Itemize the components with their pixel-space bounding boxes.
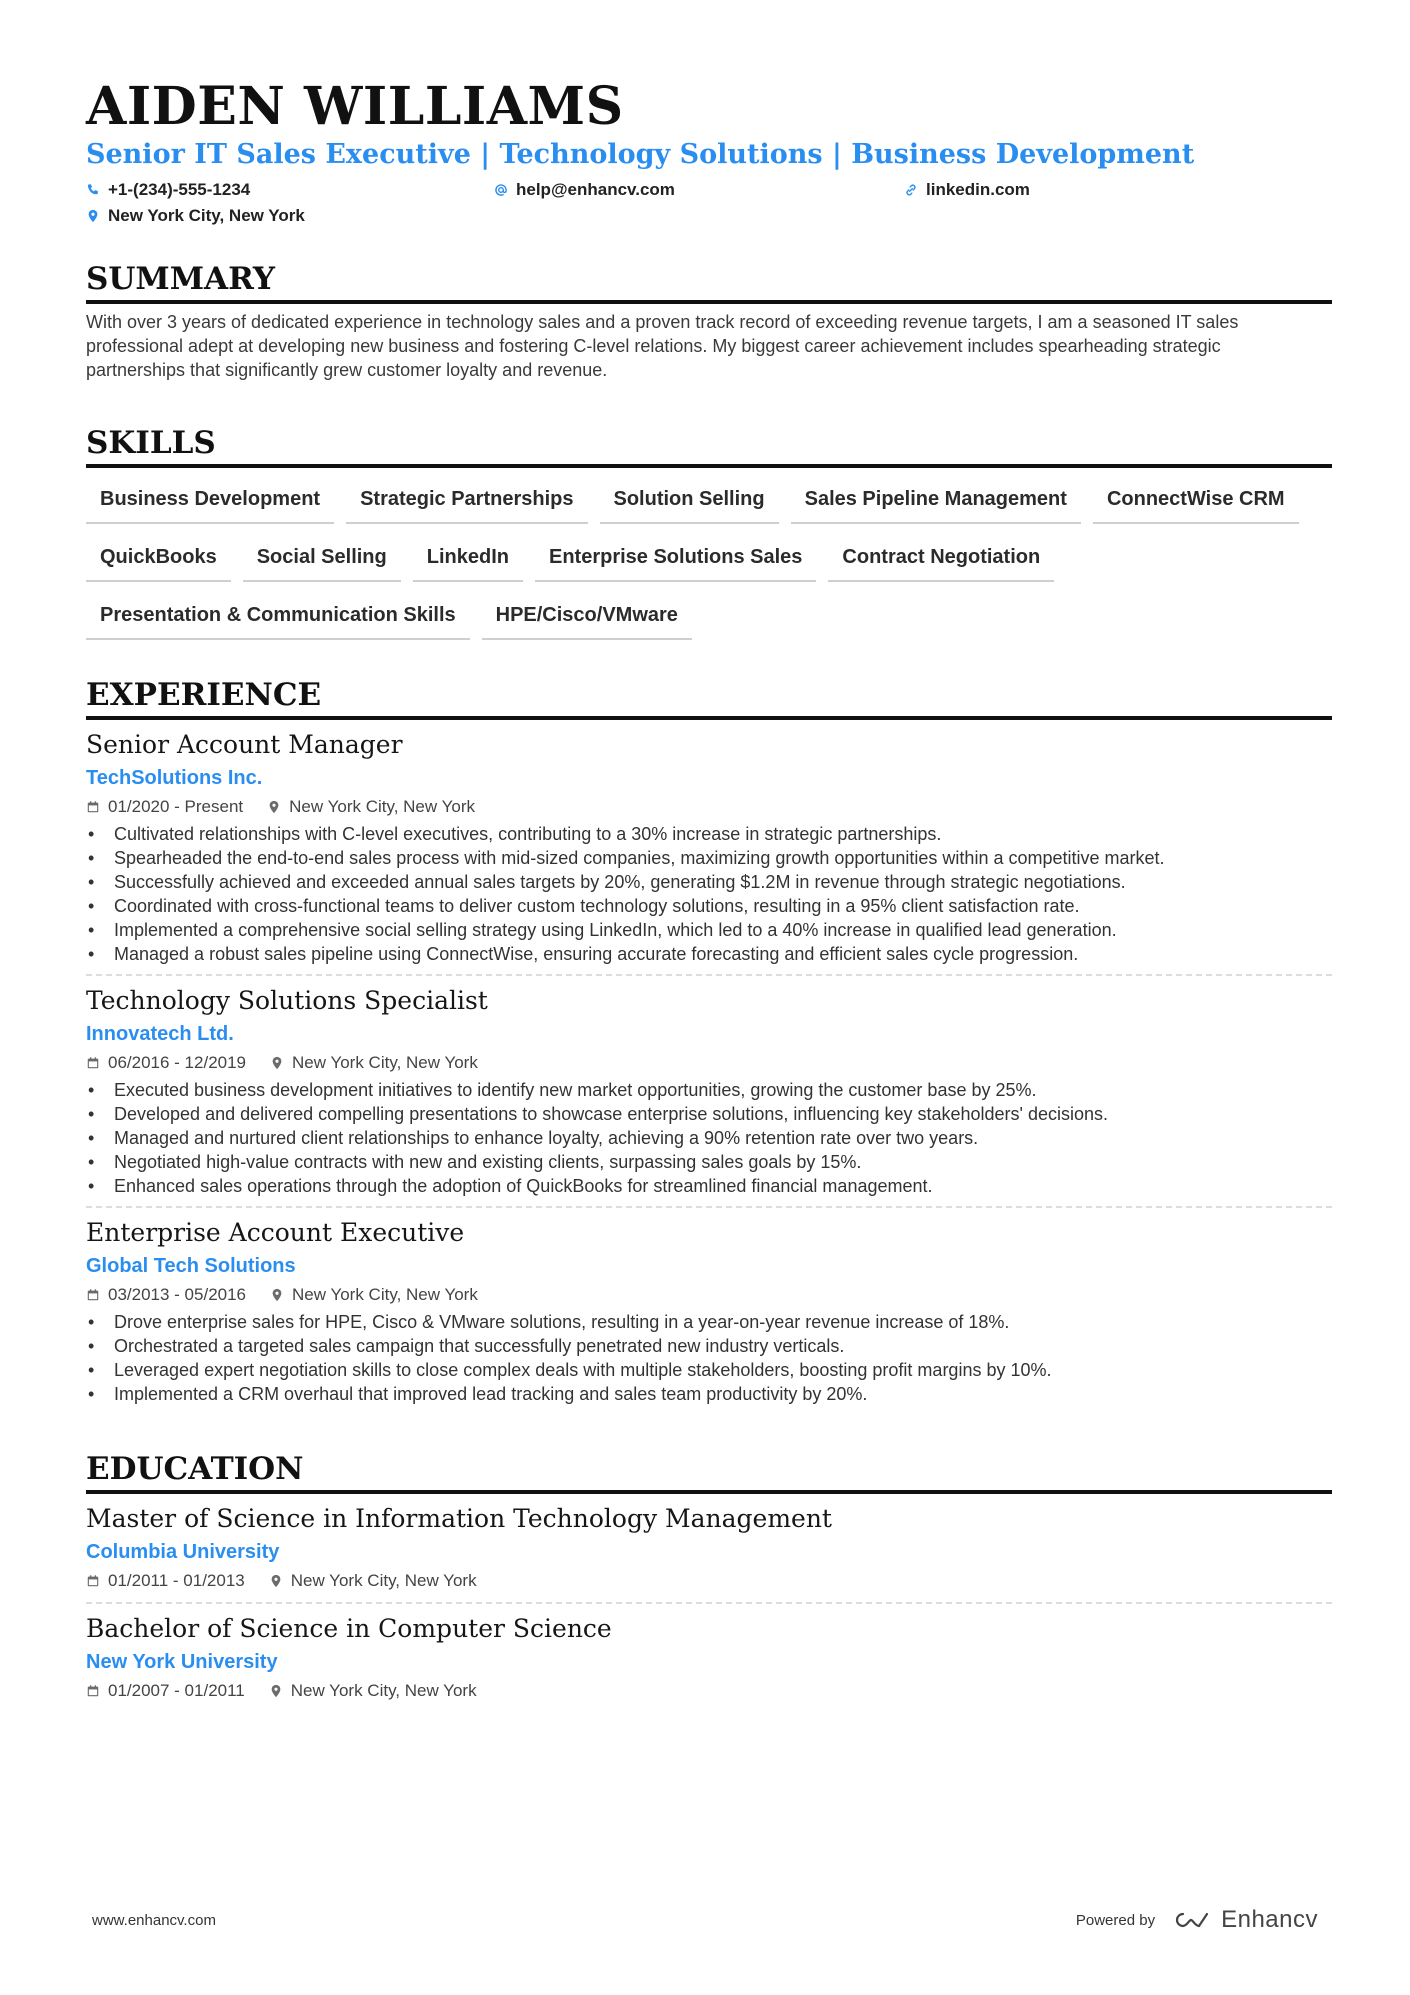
skill-tag: ConnectWise CRM	[1093, 478, 1299, 524]
degree-title: Bachelor of Science in Computer Science	[86, 1614, 612, 1643]
skill-tag: Strategic Partnerships	[346, 478, 587, 524]
contact-phone[interactable]	[86, 180, 250, 200]
job-dates	[86, 1282, 246, 1308]
bullet-item: • Orchestrated a targeted sales campaign that successfully penetrated new industry verticals.	[86, 1334, 1332, 1358]
dates-text: 06/2016 - 12/2019	[108, 1053, 247, 1072]
job-title: Enterprise Account Executive	[86, 1218, 465, 1247]
enhancv-logo-icon	[1169, 1908, 1213, 1932]
experience-section	[86, 676, 1332, 1414]
bullet-item: • Negotiated high-value contracts with new and existing clients, surpassing sales goals by 15%.	[86, 1150, 1332, 1174]
job-title: Senior Account Manager	[86, 730, 403, 759]
education-dates	[86, 1678, 245, 1704]
job-dates	[86, 794, 243, 820]
bullet-item: • Drove enterprise sales for HPE, Cisco & VMware solutions, resulting in a year-on-year revenue increase of 18%.	[86, 1310, 1332, 1334]
job-location	[270, 1282, 478, 1308]
degree-title: Master of Science in Information Technology Management	[86, 1504, 832, 1533]
experience-entry	[86, 974, 1332, 1206]
bullet-item: • Developed and delivered compelling presentations to showcase enterprise solutions, influencing key stakeholders' decisions.	[86, 1102, 1332, 1126]
company-name: TechSolutions Inc.	[86, 767, 263, 789]
location-text: New York City, New York	[292, 1053, 478, 1072]
bullet-item: • Implemented a CRM overhaul that improved lead tracking and sales team productivity by 20%.	[86, 1382, 1332, 1406]
summary-text: With over 3 years of dedicated experience in technology sales and a proven track record of exceeding revenue targets, I am a seasoned IT sales professional adept at developing new business and fostering C-level relations. My biggest career achievement includes spearheading strategic partnerships that significantly grew customer loyalty and revenue.	[86, 312, 1239, 380]
candidate-headline: Senior IT Sales Executive | Technology Solutions | Business Development	[86, 139, 1195, 170]
email-text: help@enhancv.com	[516, 180, 675, 199]
dates-text: 03/2013 - 05/2016	[108, 1285, 247, 1304]
school-name: Columbia University	[86, 1541, 280, 1563]
job-location	[270, 1050, 478, 1076]
location-text: New York City, New York	[108, 206, 305, 225]
contact-info	[86, 176, 1332, 232]
footer-website-link[interactable]: www.enhancv.com	[92, 1911, 216, 1929]
bullet-item: • Spearheaded the end-to-end sales process with mid-sized companies, maximizing growth opportunities within a competitive market.	[86, 846, 1332, 870]
link-icon	[904, 183, 918, 197]
powered-by-label: Powered by	[1075, 1911, 1156, 1929]
education-section	[86, 1450, 1332, 1712]
education-entry	[86, 1602, 1332, 1712]
contact-email[interactable]	[494, 180, 675, 200]
bullet-item: • Managed a robust sales pipeline using ConnectWise, ensuring accurate forecasting and efficient sales cycle progression.	[86, 942, 1332, 966]
skill-tag: Social Selling	[243, 536, 401, 582]
location-pin-icon	[270, 1288, 284, 1302]
bullet-item: • Executed business development initiatives to identify new market opportunities, growing the customer base by 25%.	[86, 1078, 1332, 1102]
calendar-icon	[86, 800, 100, 814]
skill-tag: Sales Pipeline Management	[791, 478, 1081, 524]
powered-by[interactable]	[1076, 1906, 1318, 1934]
bullet-item: • Leveraged expert negotiation skills to close complex deals with multiple stakeholders, boosting profit margins by 10%.	[86, 1358, 1332, 1382]
job-bullets	[86, 1310, 1332, 1406]
job-meta	[86, 1282, 1332, 1308]
location-text: New York City, New York	[290, 1571, 477, 1590]
experience-entry	[86, 1206, 1332, 1414]
bullet-item: • Enhanced sales operations through the adoption of QuickBooks for streamlined financial management.	[86, 1174, 1332, 1198]
dates-text: 01/2011 - 01/2013	[108, 1571, 245, 1590]
contact-linkedin[interactable]	[904, 180, 1030, 200]
location-text: New York City, New York	[289, 797, 475, 816]
candidate-name: AIDEN WILLIAMS	[86, 76, 624, 137]
education-entry	[86, 1494, 1332, 1602]
skill-tag: Business Development	[86, 478, 334, 524]
calendar-icon	[86, 1574, 100, 1588]
bullet-item: • Successfully achieved and exceeded annual sales targets by 20%, generating $1.2M in revenue through strategic negotiations.	[86, 870, 1332, 894]
page-footer	[92, 1906, 1318, 1934]
skill-tag: Contract Negotiation	[828, 536, 1054, 582]
contact-location	[86, 206, 305, 226]
phone-text: +1-(234)-555-1234	[108, 180, 251, 199]
skills-list	[86, 478, 1332, 640]
location-pin-icon	[270, 1056, 284, 1070]
bullet-item: • Coordinated with cross-functional teams to deliver custom technology solutions, resulting in a 95% client satisfaction rate.	[86, 894, 1332, 918]
education-heading: EDUCATION	[86, 1450, 1332, 1494]
calendar-icon	[86, 1684, 100, 1698]
company-name: Global Tech Solutions	[86, 1255, 296, 1277]
bullet-item: • Managed and nurtured client relationships to enhance loyalty, achieving a 90% retention rate over two years.	[86, 1126, 1332, 1150]
linkedin-text: linkedin.com	[926, 180, 1030, 199]
skill-tag: QuickBooks	[86, 536, 231, 582]
skills-heading: SKILLS	[86, 424, 1332, 468]
resume-header	[86, 78, 1332, 232]
job-meta	[86, 1050, 1332, 1076]
experience-entry	[86, 720, 1332, 974]
location-pin-icon	[269, 1574, 283, 1588]
at-icon	[494, 183, 508, 197]
skill-tag: Enterprise Solutions Sales	[535, 536, 816, 582]
dates-text: 01/2020 - Present	[108, 797, 244, 816]
skills-section	[86, 424, 1332, 640]
summary-heading: SUMMARY	[86, 260, 1332, 304]
job-bullets	[86, 822, 1332, 966]
location-pin-icon	[86, 209, 100, 223]
summary-section	[86, 260, 1332, 382]
education-location	[269, 1678, 477, 1704]
calendar-icon	[86, 1288, 100, 1302]
phone-icon	[86, 183, 100, 197]
brand-name: Enhancv	[1221, 1906, 1318, 1933]
location-text: New York City, New York	[290, 1681, 477, 1700]
job-bullets	[86, 1078, 1332, 1198]
skill-tag: LinkedIn	[413, 536, 523, 582]
company-name: Innovatech Ltd.	[86, 1023, 234, 1045]
job-location	[267, 794, 475, 820]
job-dates	[86, 1050, 246, 1076]
job-title: Technology Solutions Specialist	[86, 986, 488, 1015]
resume-page	[86, 78, 1332, 1712]
education-meta	[86, 1568, 1332, 1594]
location-text: New York City, New York	[292, 1285, 478, 1304]
skill-tag: Solution Selling	[600, 478, 779, 524]
skill-tag: HPE/Cisco/VMware	[482, 594, 692, 640]
job-meta	[86, 794, 1332, 820]
bullet-item: • Implemented a comprehensive social selling strategy using LinkedIn, which led to a 40% increase in qualified lead generation.	[86, 918, 1332, 942]
education-dates	[86, 1568, 245, 1594]
education-meta	[86, 1678, 1332, 1704]
location-pin-icon	[269, 1684, 283, 1698]
location-pin-icon	[267, 800, 281, 814]
enhancv-brand	[1169, 1906, 1318, 1934]
calendar-icon	[86, 1056, 100, 1070]
education-location	[269, 1568, 477, 1594]
school-name: New York University	[86, 1651, 278, 1673]
dates-text: 01/2007 - 01/2011	[108, 1681, 245, 1700]
bullet-item: • Cultivated relationships with C-level executives, contributing to a 30% increase in strategic partnerships.	[86, 822, 1332, 846]
skill-tag: Presentation & Communication Skills	[86, 594, 470, 640]
experience-heading: EXPERIENCE	[86, 676, 1332, 720]
